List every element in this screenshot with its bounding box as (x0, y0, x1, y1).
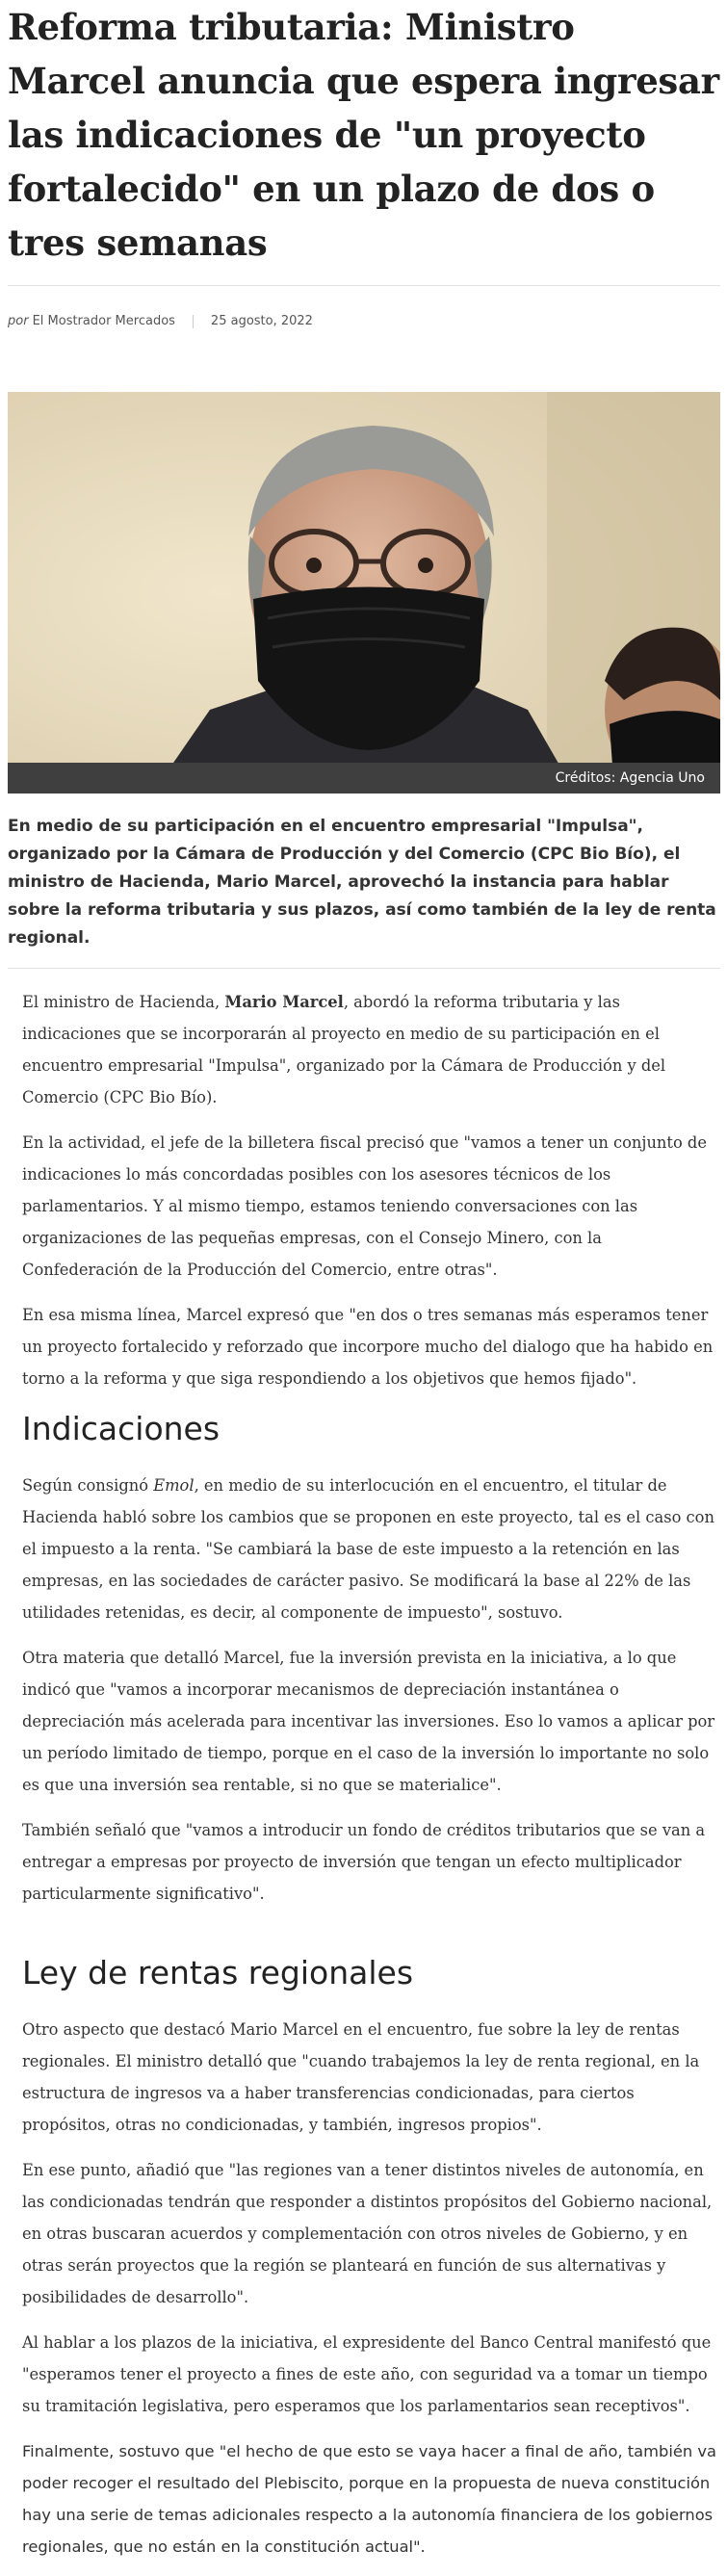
source-link[interactable]: Emol (153, 1476, 195, 1495)
byline (8, 313, 720, 330)
paragraph: Finalmente, sostuvo que "el hecho de que esto se vaya hacer a final de año, también va poder recoger el resultado del Plebiscito, porque en la propuesta de nueva constitución hay una serie de temas adicionales respecto a la autonomía financiera de los gobiernos regionales, que no están en la constitución actual". (22, 2442, 717, 2556)
article-title: Reforma tributaria: Ministro Marcel anuncia que espera ingresar las indicaciones de "un proyecto fortalecido" en un plazo de dos o tres semanas (8, 6, 719, 264)
title-divider (8, 285, 720, 286)
paragraph-text: , en medio de su interlocución en el encuentro, el titular de Hacienda habló sobre los cambios que se proponen en este proyecto, tal es el caso con el impuesto a la renta. "Se cambiará la base de este impuesto a la retención en las empresas, en las sociedades de carácter pasivo. Se modificará la base al 22% de las utilidades retenidas, es decir, al componente de impuesto", sostuvo. (22, 1476, 714, 1622)
paragraph: En esa misma línea, Marcel expresó que "en dos o tres semanas más esperamos tener un proyecto fortalecido y reforzado que incorpore mucho del dialogo que ha habido en torno a la reforma y que siga respondiendo a los objetivos que hemos fijado". (22, 1306, 714, 1388)
paragraph: Otro aspecto que destacó Mario Marcel en el encuentro, fue sobre la ley de rentas regionales. El ministro detalló que "cuando trabajemos la ley de renta regional, en la estructura de ingresos va a haber transferencias condicionadas, para ciertos propósitos, otras no condicionadas, y también, ingresos propios". (22, 2020, 700, 2134)
paragraph (22, 986, 720, 1113)
byline-separator (193, 315, 194, 328)
paragraph: También señaló que "vamos a introducir un fondo de créditos tributarios que se van a entregar a empresas por proyecto de inversión que tengan un efecto multiplicador particularmente significativo". (22, 1821, 706, 1903)
photo-credit: Créditos: Agencia Uno (555, 770, 705, 786)
article-lead: En medio de su participación en el encuentro empresarial "Impulsa", organizado por la Cámara de Producción y del Comercio (CPC Bio Bío), el ministro de Hacienda, Mario Marcel, aprovechó la instancia para hablar sobre la reforma tributaria y sus plazos, así como también de la ley de renta regional. (8, 817, 716, 948)
byline-prefix: por (8, 314, 29, 328)
article-photo (8, 392, 720, 794)
paragraph: En la actividad, el jefe de la billetera fiscal precisó que "vamos a tener un conjunto de indicaciones lo más concordadas posibles con los asesores técnicos de los parlamentarios. Y al mismo tiempo, estamos teniendo conversaciones con las organizaciones de las pequeñas empresas, con el Consejo Minero, con la Confederación de la Producción del Comercio, entre otras". (22, 1133, 707, 1279)
article-body (8, 986, 720, 2563)
lead-divider (8, 968, 720, 969)
publish-date: 25 agosto, 2022 (210, 314, 313, 328)
paragraph: Otra materia que detalló Marcel, fue la inversión prevista en la iniciativa, a lo que indicó que "vamos a incorporar mecanismos de depreciación instantánea o depreciación más acelerada para incentivar las inversiones. Eso lo vamos a aplicar por un período limitado de tiempo, porque en el caso de la inversión lo importante no solo es que una inversión sea rentable, si no que se materialice". (22, 1649, 715, 1794)
paragraph-text: Según consignó (22, 1476, 154, 1495)
author-link[interactable]: El Mostrador Mercados (32, 314, 175, 328)
paragraph: Al hablar a los plazos de la iniciativa, el expresidente del Banco Central manifestó que "esperamos tener el proyecto a fines de este año, con seguridad va a tomar un tiempo su tramitación legislativa, pero esperamos que los parlamentarios sean receptivos". (22, 2333, 712, 2415)
section-heading-indicaciones: Indicaciones (22, 1410, 221, 1447)
photo-credit-bar (8, 763, 720, 794)
paragraph: En ese punto, añadió que "las regiones van a tener distintos niveles de autonomía, en las condicionadas tendrán que responder a distintos propósitos del Gobierno nacional, en otras buscaran acuerdos y complementación con otros niveles de Gobierno, y en otras serán proyectos que la región se planteará en función de sus alternativas y posibilidades de desarrollo". (22, 2161, 713, 2306)
paragraph-text: El ministro de Hacienda, (22, 993, 225, 1011)
minister-name: Mario Marcel (224, 993, 344, 1011)
portrait-photo-icon (8, 392, 720, 794)
paragraph (22, 1470, 720, 1628)
article (8, 0, 720, 2576)
paragraph-text: , abordó la reforma tributaria y las indicaciones que se incorporarán al proyecto en medio de su participación en el encuentro empresarial "Impulsa", organizado por la Cámara de Producción y del Comercio (CPC Bio Bío). (22, 993, 666, 1106)
section-heading-ley-rentas: Ley de rentas regionales (22, 1954, 414, 1991)
